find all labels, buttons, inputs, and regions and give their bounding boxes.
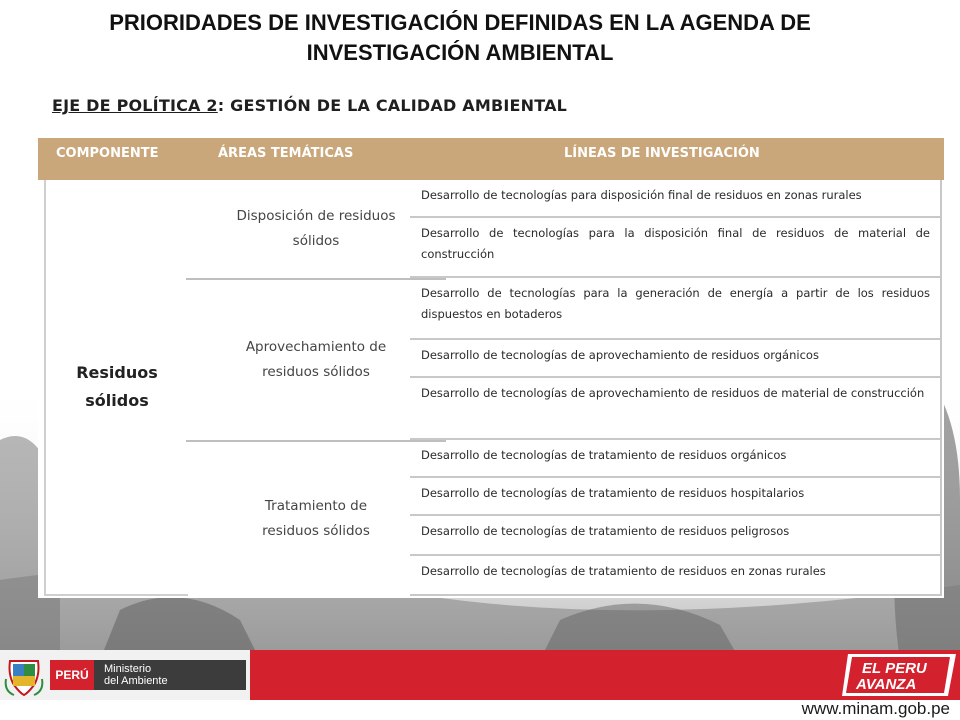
policy-axis-prefix: EJE DE POLÍTICA 2 (52, 96, 218, 115)
research-line: Desarrollo de tecnologías para disposición final de residuos en zonas rurales (410, 180, 942, 218)
area-label: Tratamiento de residuos sólidos (262, 498, 370, 539)
policy-axis-suffix: : GESTIÓN DE LA CALIDAD AMBIENTAL (217, 96, 568, 115)
area-cell (186, 180, 446, 278)
research-line: Desarrollo de tecnologías para la disposición final de residuos de material de construcción (410, 218, 942, 278)
research-line: Desarrollo de tecnologías para la generación de energía a partir de los residuos dispuestos en botaderos (410, 278, 942, 340)
slide-title: PRIORIDADES DE INVESTIGACIÓN DEFINIDAS EN LA AGENDA DE INVESTIGACIÓN AMBIENTAL (109, 10, 811, 65)
research-line: Desarrollo de tecnologías de tratamiento de residuos hospitalarios (410, 478, 942, 516)
header-lineas: LÍNEAS DE INVESTIGACIÓN (564, 146, 760, 161)
el-peru-avanza-logo (842, 652, 958, 698)
peru-label: PERÚ (50, 660, 94, 690)
area-label: Disposición de residuos sólidos (236, 208, 396, 249)
header-componente: COMPONENTE (56, 146, 159, 161)
area-label: Aprovechamiento de residuos sólidos (245, 339, 387, 380)
research-line: Desarrollo de tecnologías de tratamiento de residuos en zonas rurales (410, 556, 942, 596)
research-line: Desarrollo de tecnologías de tratamiento de residuos orgánicos (410, 440, 942, 478)
component-label: Residuos sólidos (76, 363, 158, 410)
website-url[interactable]: www.minam.gob.pe (801, 699, 950, 718)
area-cell (186, 440, 446, 596)
table-header (38, 138, 944, 180)
component-cell (44, 180, 188, 596)
ministry-line1: Ministerio (104, 663, 152, 675)
area-cell (186, 278, 446, 440)
peru-coat-of-arms-icon (4, 655, 44, 697)
policy-axis-heading (52, 96, 567, 115)
ministry-label (94, 660, 246, 690)
ministry-line2: del Ambiente (104, 675, 168, 687)
logo-line1: EL PERU (862, 660, 927, 677)
header-areas: ÁREAS TEMÁTICAS (218, 146, 354, 161)
research-line: Desarrollo de tecnologías de tratamiento de residuos peligrosos (410, 516, 942, 556)
research-priorities-table (38, 138, 944, 598)
research-line: Desarrollo de tecnologías de aprovechamiento de residuos de material de construcción (410, 378, 942, 440)
logo-line2: AVANZA (856, 676, 917, 693)
research-line: Desarrollo de tecnologías de aprovechamiento de residuos orgánicos (410, 340, 942, 378)
